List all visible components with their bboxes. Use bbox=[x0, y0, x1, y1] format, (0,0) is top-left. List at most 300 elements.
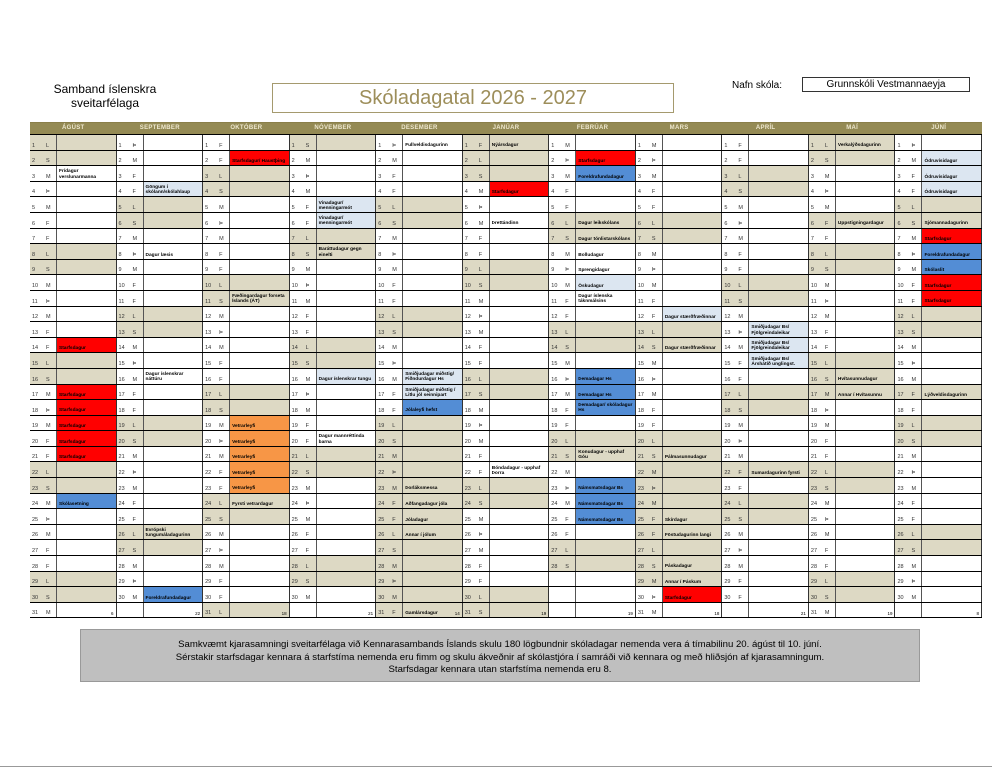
event-cell[interactable] bbox=[922, 260, 982, 275]
event-cell[interactable] bbox=[576, 291, 636, 306]
event-cell[interactable] bbox=[317, 587, 377, 602]
event-cell[interactable] bbox=[403, 385, 463, 400]
event-cell[interactable] bbox=[57, 540, 117, 555]
event-cell[interactable] bbox=[576, 307, 636, 322]
event-cell[interactable] bbox=[836, 151, 896, 166]
event-cell[interactable] bbox=[317, 416, 377, 431]
event-cell[interactable] bbox=[317, 447, 377, 462]
event-cell[interactable] bbox=[922, 416, 982, 431]
event-cell[interactable] bbox=[57, 431, 117, 446]
event-cell[interactable] bbox=[922, 229, 982, 244]
event-cell[interactable] bbox=[317, 400, 377, 415]
event-cell[interactable] bbox=[490, 525, 550, 540]
event-cell[interactable] bbox=[922, 509, 982, 524]
event-cell[interactable] bbox=[749, 135, 809, 150]
event-cell[interactable] bbox=[749, 447, 809, 462]
event-cell[interactable] bbox=[663, 462, 723, 477]
event-cell[interactable] bbox=[490, 322, 550, 337]
event-cell[interactable] bbox=[749, 572, 809, 587]
event-cell[interactable] bbox=[144, 369, 204, 384]
event-cell[interactable] bbox=[490, 556, 550, 571]
event-cell[interactable] bbox=[230, 603, 290, 618]
event-cell[interactable] bbox=[230, 307, 290, 322]
event-cell[interactable] bbox=[922, 494, 982, 509]
event-cell[interactable] bbox=[403, 416, 463, 431]
event-cell[interactable] bbox=[317, 556, 377, 571]
event-cell[interactable] bbox=[576, 182, 636, 197]
event-cell[interactable] bbox=[749, 494, 809, 509]
event-cell[interactable] bbox=[403, 151, 463, 166]
event-cell[interactable] bbox=[749, 462, 809, 477]
event-cell[interactable] bbox=[836, 416, 896, 431]
event-cell[interactable] bbox=[57, 369, 117, 384]
event-cell[interactable] bbox=[749, 322, 809, 337]
event-cell[interactable] bbox=[403, 229, 463, 244]
event-cell[interactable] bbox=[490, 416, 550, 431]
event-cell[interactable] bbox=[836, 213, 896, 228]
event-cell[interactable] bbox=[317, 322, 377, 337]
event-cell[interactable] bbox=[576, 213, 636, 228]
event-cell[interactable] bbox=[57, 478, 117, 493]
event-cell[interactable] bbox=[576, 244, 636, 259]
event-cell[interactable] bbox=[57, 462, 117, 477]
event-cell[interactable] bbox=[663, 151, 723, 166]
event-cell[interactable] bbox=[576, 462, 636, 477]
event-cell[interactable] bbox=[144, 322, 204, 337]
event-cell[interactable] bbox=[144, 540, 204, 555]
event-cell[interactable] bbox=[490, 587, 550, 602]
event-cell[interactable] bbox=[663, 197, 723, 212]
event-cell[interactable] bbox=[403, 478, 463, 493]
event-cell[interactable] bbox=[836, 182, 896, 197]
event-cell[interactable] bbox=[749, 540, 809, 555]
event-cell[interactable] bbox=[144, 135, 204, 150]
event-cell[interactable] bbox=[836, 244, 896, 259]
event-cell[interactable] bbox=[230, 447, 290, 462]
event-cell[interactable] bbox=[403, 587, 463, 602]
event-cell[interactable] bbox=[57, 322, 117, 337]
event-cell[interactable] bbox=[230, 260, 290, 275]
event-cell[interactable] bbox=[490, 462, 550, 477]
event-cell[interactable] bbox=[57, 494, 117, 509]
event-cell[interactable] bbox=[922, 447, 982, 462]
event-cell[interactable] bbox=[749, 151, 809, 166]
event-cell[interactable] bbox=[490, 572, 550, 587]
event-cell[interactable] bbox=[403, 431, 463, 446]
event-cell[interactable] bbox=[144, 587, 204, 602]
event-cell[interactable] bbox=[576, 478, 636, 493]
event-cell[interactable] bbox=[490, 338, 550, 353]
event-cell[interactable] bbox=[836, 494, 896, 509]
event-cell[interactable] bbox=[922, 556, 982, 571]
event-cell[interactable] bbox=[57, 291, 117, 306]
event-cell[interactable] bbox=[144, 291, 204, 306]
event-cell[interactable] bbox=[403, 135, 463, 150]
event-cell[interactable] bbox=[403, 322, 463, 337]
event-cell[interactable] bbox=[663, 525, 723, 540]
event-cell[interactable] bbox=[403, 260, 463, 275]
event-cell[interactable] bbox=[57, 338, 117, 353]
event-cell[interactable] bbox=[57, 135, 117, 150]
event-cell[interactable] bbox=[836, 462, 896, 477]
event-cell[interactable] bbox=[663, 478, 723, 493]
event-cell[interactable] bbox=[922, 291, 982, 306]
event-cell[interactable] bbox=[144, 603, 204, 618]
event-cell[interactable] bbox=[663, 385, 723, 400]
event-cell[interactable] bbox=[922, 385, 982, 400]
event-cell[interactable] bbox=[576, 416, 636, 431]
event-cell[interactable] bbox=[490, 260, 550, 275]
event-cell[interactable] bbox=[836, 478, 896, 493]
event-cell[interactable] bbox=[663, 260, 723, 275]
event-cell[interactable] bbox=[317, 260, 377, 275]
event-cell[interactable] bbox=[317, 431, 377, 446]
event-cell[interactable] bbox=[922, 307, 982, 322]
event-cell[interactable] bbox=[144, 525, 204, 540]
event-cell[interactable] bbox=[749, 509, 809, 524]
event-cell[interactable] bbox=[144, 213, 204, 228]
event-cell[interactable] bbox=[490, 307, 550, 322]
event-cell[interactable] bbox=[576, 151, 636, 166]
event-cell[interactable] bbox=[144, 556, 204, 571]
event-cell[interactable] bbox=[663, 229, 723, 244]
event-cell[interactable] bbox=[749, 166, 809, 181]
event-cell[interactable] bbox=[317, 462, 377, 477]
event-cell[interactable] bbox=[490, 275, 550, 290]
event-cell[interactable] bbox=[749, 478, 809, 493]
event-cell[interactable] bbox=[230, 338, 290, 353]
event-cell[interactable] bbox=[490, 603, 550, 618]
event-cell[interactable] bbox=[144, 197, 204, 212]
event-cell[interactable] bbox=[663, 182, 723, 197]
event-cell[interactable] bbox=[663, 244, 723, 259]
event-cell[interactable] bbox=[230, 291, 290, 306]
event-cell[interactable] bbox=[403, 603, 463, 618]
event-cell[interactable] bbox=[663, 291, 723, 306]
event-cell[interactable] bbox=[317, 291, 377, 306]
event-cell[interactable] bbox=[576, 400, 636, 415]
event-cell[interactable] bbox=[317, 525, 377, 540]
event-cell[interactable] bbox=[230, 322, 290, 337]
event-cell[interactable] bbox=[663, 338, 723, 353]
event-cell[interactable] bbox=[144, 275, 204, 290]
event-cell[interactable] bbox=[144, 307, 204, 322]
event-cell[interactable] bbox=[57, 400, 117, 415]
event-cell[interactable] bbox=[230, 197, 290, 212]
event-cell[interactable] bbox=[230, 244, 290, 259]
event-cell[interactable] bbox=[749, 244, 809, 259]
event-cell[interactable] bbox=[317, 385, 377, 400]
event-cell[interactable] bbox=[836, 587, 896, 602]
event-cell[interactable] bbox=[57, 307, 117, 322]
event-cell[interactable] bbox=[576, 431, 636, 446]
event-cell[interactable] bbox=[836, 197, 896, 212]
event-cell[interactable] bbox=[836, 385, 896, 400]
event-cell[interactable] bbox=[317, 572, 377, 587]
event-cell[interactable] bbox=[230, 229, 290, 244]
event-cell[interactable] bbox=[749, 385, 809, 400]
event-cell[interactable] bbox=[403, 307, 463, 322]
event-cell[interactable] bbox=[317, 369, 377, 384]
event-cell[interactable] bbox=[490, 135, 550, 150]
event-cell[interactable] bbox=[230, 572, 290, 587]
event-cell[interactable] bbox=[490, 478, 550, 493]
event-cell[interactable] bbox=[576, 385, 636, 400]
event-cell[interactable] bbox=[230, 431, 290, 446]
event-cell[interactable] bbox=[663, 275, 723, 290]
event-cell[interactable] bbox=[317, 244, 377, 259]
event-cell[interactable] bbox=[403, 509, 463, 524]
event-cell[interactable] bbox=[922, 587, 982, 602]
event-cell[interactable] bbox=[663, 135, 723, 150]
event-cell[interactable] bbox=[317, 307, 377, 322]
event-cell[interactable] bbox=[403, 213, 463, 228]
event-cell[interactable] bbox=[230, 556, 290, 571]
event-cell[interactable] bbox=[922, 369, 982, 384]
event-cell[interactable] bbox=[403, 400, 463, 415]
event-cell[interactable] bbox=[57, 182, 117, 197]
event-cell[interactable] bbox=[576, 353, 636, 368]
event-cell[interactable] bbox=[490, 166, 550, 181]
event-cell[interactable] bbox=[576, 338, 636, 353]
event-cell[interactable] bbox=[317, 151, 377, 166]
event-cell[interactable] bbox=[749, 603, 809, 618]
event-cell[interactable] bbox=[490, 151, 550, 166]
event-cell[interactable] bbox=[57, 525, 117, 540]
event-cell[interactable] bbox=[403, 182, 463, 197]
event-cell[interactable] bbox=[836, 572, 896, 587]
event-cell[interactable] bbox=[576, 135, 636, 150]
event-cell[interactable] bbox=[144, 338, 204, 353]
event-cell[interactable] bbox=[836, 400, 896, 415]
event-cell[interactable] bbox=[230, 540, 290, 555]
event-cell[interactable] bbox=[403, 525, 463, 540]
event-cell[interactable] bbox=[230, 494, 290, 509]
event-cell[interactable] bbox=[749, 182, 809, 197]
event-cell[interactable] bbox=[922, 166, 982, 181]
event-cell[interactable] bbox=[576, 603, 636, 618]
event-cell[interactable] bbox=[836, 322, 896, 337]
event-cell[interactable] bbox=[576, 572, 636, 587]
event-cell[interactable] bbox=[922, 572, 982, 587]
event-cell[interactable] bbox=[749, 291, 809, 306]
event-cell[interactable] bbox=[317, 540, 377, 555]
event-cell[interactable] bbox=[836, 431, 896, 446]
event-cell[interactable] bbox=[749, 400, 809, 415]
event-cell[interactable] bbox=[403, 556, 463, 571]
event-cell[interactable] bbox=[317, 478, 377, 493]
event-cell[interactable] bbox=[749, 431, 809, 446]
event-cell[interactable] bbox=[576, 322, 636, 337]
event-cell[interactable] bbox=[317, 229, 377, 244]
event-cell[interactable] bbox=[576, 260, 636, 275]
event-cell[interactable] bbox=[490, 197, 550, 212]
event-cell[interactable] bbox=[403, 447, 463, 462]
event-cell[interactable] bbox=[57, 229, 117, 244]
event-cell[interactable] bbox=[922, 151, 982, 166]
event-cell[interactable] bbox=[836, 291, 896, 306]
event-cell[interactable] bbox=[403, 540, 463, 555]
event-cell[interactable] bbox=[576, 494, 636, 509]
event-cell[interactable] bbox=[230, 275, 290, 290]
event-cell[interactable] bbox=[922, 275, 982, 290]
event-cell[interactable] bbox=[403, 166, 463, 181]
event-cell[interactable] bbox=[490, 291, 550, 306]
event-cell[interactable] bbox=[490, 182, 550, 197]
event-cell[interactable] bbox=[57, 197, 117, 212]
event-cell[interactable] bbox=[144, 572, 204, 587]
event-cell[interactable] bbox=[230, 509, 290, 524]
event-cell[interactable] bbox=[836, 369, 896, 384]
event-cell[interactable] bbox=[144, 244, 204, 259]
event-cell[interactable] bbox=[922, 135, 982, 150]
event-cell[interactable] bbox=[490, 353, 550, 368]
event-cell[interactable] bbox=[836, 525, 896, 540]
event-cell[interactable] bbox=[317, 509, 377, 524]
event-cell[interactable] bbox=[749, 260, 809, 275]
event-cell[interactable] bbox=[57, 385, 117, 400]
event-cell[interactable] bbox=[317, 213, 377, 228]
event-cell[interactable] bbox=[230, 416, 290, 431]
event-cell[interactable] bbox=[230, 369, 290, 384]
event-cell[interactable] bbox=[317, 603, 377, 618]
event-cell[interactable] bbox=[490, 540, 550, 555]
event-cell[interactable] bbox=[749, 369, 809, 384]
event-cell[interactable] bbox=[57, 447, 117, 462]
event-cell[interactable] bbox=[576, 540, 636, 555]
event-cell[interactable] bbox=[57, 244, 117, 259]
event-cell[interactable] bbox=[749, 353, 809, 368]
event-cell[interactable] bbox=[403, 462, 463, 477]
event-cell[interactable] bbox=[144, 509, 204, 524]
event-cell[interactable] bbox=[836, 307, 896, 322]
event-cell[interactable] bbox=[922, 603, 982, 618]
event-cell[interactable] bbox=[576, 525, 636, 540]
event-cell[interactable] bbox=[922, 462, 982, 477]
event-cell[interactable] bbox=[576, 197, 636, 212]
event-cell[interactable] bbox=[663, 494, 723, 509]
event-cell[interactable] bbox=[576, 166, 636, 181]
event-cell[interactable] bbox=[230, 478, 290, 493]
event-cell[interactable] bbox=[490, 509, 550, 524]
event-cell[interactable] bbox=[576, 447, 636, 462]
event-cell[interactable] bbox=[490, 385, 550, 400]
event-cell[interactable] bbox=[144, 166, 204, 181]
event-cell[interactable] bbox=[230, 587, 290, 602]
event-cell[interactable] bbox=[144, 431, 204, 446]
event-cell[interactable] bbox=[576, 587, 636, 602]
event-cell[interactable] bbox=[663, 447, 723, 462]
event-cell[interactable] bbox=[230, 353, 290, 368]
event-cell[interactable] bbox=[836, 166, 896, 181]
event-cell[interactable] bbox=[144, 462, 204, 477]
event-cell[interactable] bbox=[57, 509, 117, 524]
event-cell[interactable] bbox=[836, 540, 896, 555]
event-cell[interactable] bbox=[144, 447, 204, 462]
event-cell[interactable] bbox=[57, 260, 117, 275]
event-cell[interactable] bbox=[403, 291, 463, 306]
event-cell[interactable] bbox=[576, 369, 636, 384]
event-cell[interactable] bbox=[57, 275, 117, 290]
event-cell[interactable] bbox=[922, 400, 982, 415]
event-cell[interactable] bbox=[576, 275, 636, 290]
event-cell[interactable] bbox=[836, 135, 896, 150]
event-cell[interactable] bbox=[749, 338, 809, 353]
event-cell[interactable] bbox=[749, 213, 809, 228]
event-cell[interactable] bbox=[230, 151, 290, 166]
event-cell[interactable] bbox=[922, 525, 982, 540]
event-cell[interactable] bbox=[663, 431, 723, 446]
event-cell[interactable] bbox=[57, 166, 117, 181]
event-cell[interactable] bbox=[749, 525, 809, 540]
event-cell[interactable] bbox=[922, 182, 982, 197]
event-cell[interactable] bbox=[663, 572, 723, 587]
event-cell[interactable] bbox=[490, 400, 550, 415]
event-cell[interactable] bbox=[317, 338, 377, 353]
event-cell[interactable] bbox=[490, 229, 550, 244]
event-cell[interactable] bbox=[490, 494, 550, 509]
event-cell[interactable] bbox=[230, 213, 290, 228]
event-cell[interactable] bbox=[144, 182, 204, 197]
event-cell[interactable] bbox=[836, 338, 896, 353]
event-cell[interactable] bbox=[922, 353, 982, 368]
event-cell[interactable] bbox=[490, 369, 550, 384]
event-cell[interactable] bbox=[144, 151, 204, 166]
event-cell[interactable] bbox=[144, 416, 204, 431]
event-cell[interactable] bbox=[57, 353, 117, 368]
event-cell[interactable] bbox=[317, 182, 377, 197]
event-cell[interactable] bbox=[922, 478, 982, 493]
event-cell[interactable] bbox=[576, 556, 636, 571]
event-cell[interactable] bbox=[403, 244, 463, 259]
event-cell[interactable] bbox=[403, 275, 463, 290]
event-cell[interactable] bbox=[230, 400, 290, 415]
event-cell[interactable] bbox=[749, 556, 809, 571]
school-name-field[interactable]: Grunnskóli Vestmannaeyja bbox=[802, 77, 970, 92]
event-cell[interactable] bbox=[403, 369, 463, 384]
event-cell[interactable] bbox=[57, 587, 117, 602]
event-cell[interactable] bbox=[403, 494, 463, 509]
event-cell[interactable] bbox=[749, 307, 809, 322]
event-cell[interactable] bbox=[57, 213, 117, 228]
event-cell[interactable] bbox=[836, 603, 896, 618]
event-cell[interactable] bbox=[403, 353, 463, 368]
event-cell[interactable] bbox=[663, 369, 723, 384]
event-cell[interactable] bbox=[403, 572, 463, 587]
event-cell[interactable] bbox=[403, 197, 463, 212]
event-cell[interactable] bbox=[836, 556, 896, 571]
event-cell[interactable] bbox=[317, 494, 377, 509]
event-cell[interactable] bbox=[144, 478, 204, 493]
event-cell[interactable] bbox=[490, 447, 550, 462]
event-cell[interactable] bbox=[317, 275, 377, 290]
event-cell[interactable] bbox=[576, 509, 636, 524]
event-cell[interactable] bbox=[317, 197, 377, 212]
event-cell[interactable] bbox=[749, 416, 809, 431]
event-cell[interactable] bbox=[663, 166, 723, 181]
event-cell[interactable] bbox=[836, 275, 896, 290]
event-cell[interactable] bbox=[749, 229, 809, 244]
event-cell[interactable] bbox=[144, 400, 204, 415]
event-cell[interactable] bbox=[317, 166, 377, 181]
event-cell[interactable] bbox=[663, 400, 723, 415]
event-cell[interactable] bbox=[836, 260, 896, 275]
event-cell[interactable] bbox=[922, 244, 982, 259]
event-cell[interactable] bbox=[922, 338, 982, 353]
event-cell[interactable] bbox=[576, 229, 636, 244]
event-cell[interactable] bbox=[57, 572, 117, 587]
event-cell[interactable] bbox=[663, 509, 723, 524]
